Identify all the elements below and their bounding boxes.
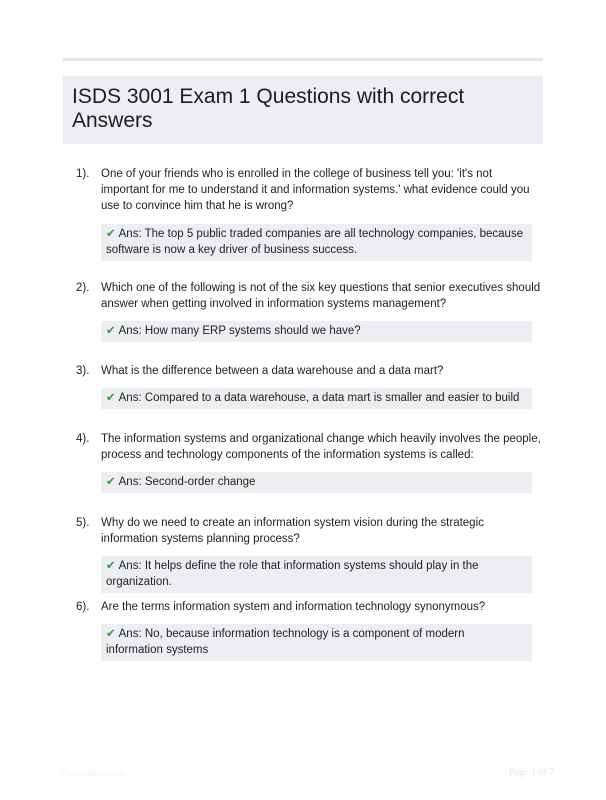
answer-box <box>101 224 532 261</box>
check-icon: ✔ <box>106 628 116 640</box>
question-text: What is the difference between a data warehouse and a data mart? <box>101 365 444 377</box>
answer-box <box>101 472 532 493</box>
question-text: Which one of the following is not of the six key questions that senior executives should answer when getting involved in information systems management? <box>101 282 541 310</box>
question-text: Why do we need to create an information system vision during the strategic information systems planning process? <box>101 517 484 545</box>
page-number: Page 1 of 7 <box>509 767 555 778</box>
check-icon: ✔ <box>106 476 116 488</box>
question-number: 4). <box>76 433 90 445</box>
answer-text: Ans: It helps define the role that information systems should play in the organization. <box>106 560 479 588</box>
question-number: 3). <box>76 365 90 377</box>
check-icon: ✔ <box>106 325 116 337</box>
page-title: ISDS 3001 Exam 1 Questions with correct Answers <box>72 85 465 132</box>
question-number: 2). <box>76 282 90 294</box>
answer-box <box>101 388 532 409</box>
check-icon: ✔ <box>106 228 116 240</box>
footer-watermark: PaperMatic.com <box>60 768 126 778</box>
check-icon: ✔ <box>106 392 116 404</box>
answer-box <box>101 321 532 342</box>
answer-text: Ans: The top 5 public traded companies are all technology companies, because software is now a key driver of business success. <box>106 228 524 256</box>
question-number: 5). <box>76 517 90 529</box>
question-number: 1). <box>76 168 90 180</box>
top-divider <box>63 58 543 61</box>
answer-box <box>101 556 532 593</box>
answer-text: Ans: No, because information technology is a component of modern information systems <box>106 628 465 656</box>
question-text: Are the terms information system and information technology synonymous? <box>101 601 486 613</box>
question-text: The information systems and organizational change which heavily involves the people, process and technology components of the information systems is called: <box>101 433 541 461</box>
question-number: 6). <box>76 601 90 613</box>
answer-box <box>101 624 532 661</box>
answer-text: Ans: How many ERP systems should we have? <box>118 325 361 337</box>
answer-text: Ans: Compared to a data warehouse, a data mart is smaller and easier to build <box>118 392 520 404</box>
title-banner <box>63 76 543 144</box>
answer-text: Ans: Second-order change <box>118 476 256 488</box>
question-text: One of your friends who is enrolled in the college of business tell you: 'it's not important for me to understand it and information systems.' what evidence could you use to convince him that he is wrong? <box>101 168 530 212</box>
check-icon: ✔ <box>106 560 116 572</box>
